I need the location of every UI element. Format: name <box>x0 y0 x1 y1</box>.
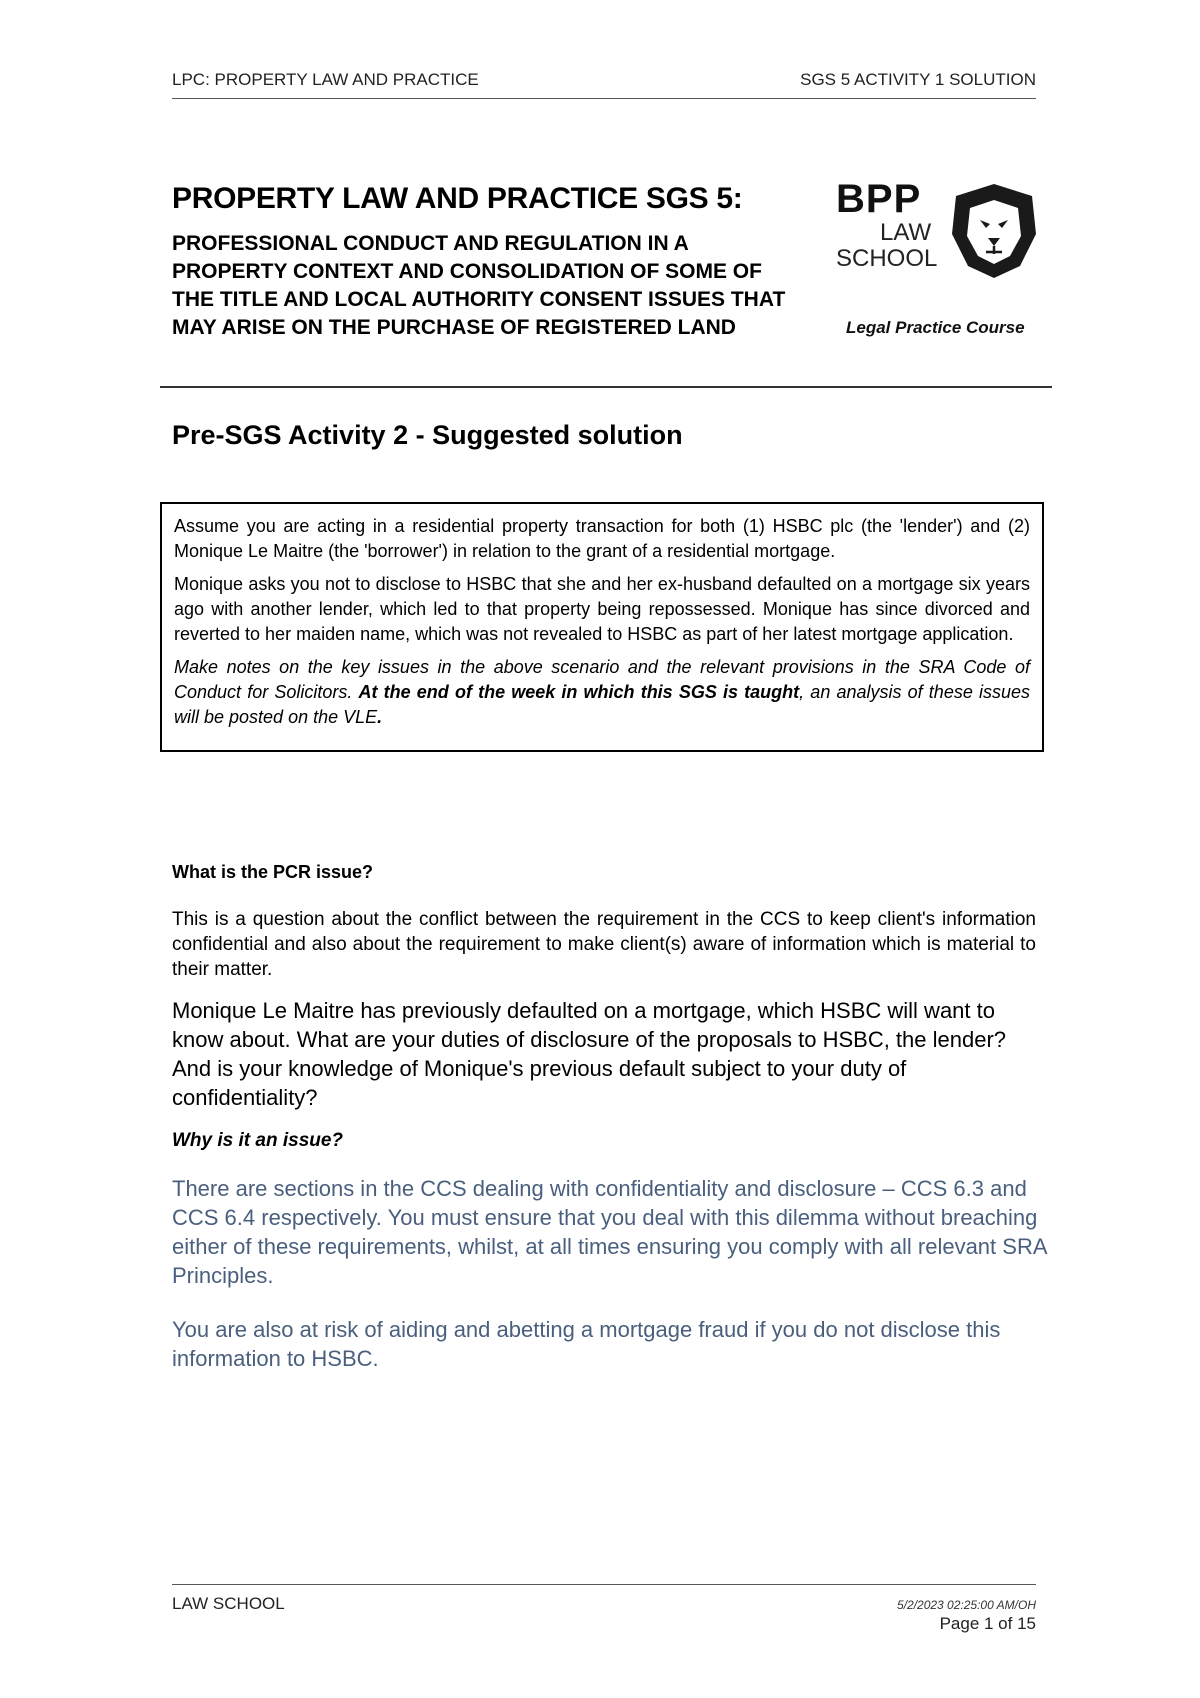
title-block <box>172 182 812 342</box>
footer-right <box>790 1598 1036 1634</box>
mortgage-fraud-paragraph: You are also at risk of aiding and abetting a mortgage fraud if you do not disclose this information to HSBC. <box>172 1317 1001 1371</box>
logo-school-text: SCHOOL <box>836 245 938 272</box>
solution-content <box>172 862 1047 1398</box>
logo-bpp-text: BPP <box>836 177 922 221</box>
footer-divider <box>172 1584 1036 1585</box>
header-course-title: LPC: PROPERTY LAW AND PRACTICE <box>172 70 479 89</box>
footer-label: LAW SCHOOL <box>172 1594 285 1613</box>
scenario-paragraph-2: Monique asks you not to disclose to HSBC that she and her ex-husband defaulted on a mortgage six years ago with another lender, which led to that property being repossessed. Monique has since divorced and reverted to her maiden name, which was not revealed to HSBC as part of her latest mortgage application. <box>174 574 1030 644</box>
why-issue-heading: Why is it an issue? <box>172 1130 344 1151</box>
scenario-instruction-stop: . <box>377 707 383 727</box>
scenario-paragraph-3 <box>174 655 1030 730</box>
subtitle: PROFESSIONAL CONDUCT AND REGULATION IN A PROPERTY CONTEXT AND CONSOLIDATION OF SOME OF THE TITLE AND LOCAL AUTHORITY CONSENT ISSUES THAT MAY ARISE ON THE PURCHASE OF REGISTERED LAND <box>172 232 786 339</box>
logo-law-text: LAW <box>880 219 932 246</box>
page-header <box>172 70 1036 99</box>
footer-date: 5/2/2023 02:25:00 AM/OH <box>897 1598 1036 1612</box>
disclosure-question-paragraph: Monique Le Maitre has previously defaulted on a mortgage, which HSBC will want to know about. What are your duties of disclosure of the proposals to HSBC, the lender? And is your knowledge of Monique's previous default subject to your duty of confidentiality? <box>172 998 1007 1110</box>
lion-head-icon <box>948 182 1040 280</box>
scenario-instruction-end: , an analysis of these issues will be posted on the VLE <box>174 682 1031 727</box>
scenario-instruction-bold: At the end of the week in which this SGS is taught <box>358 682 800 702</box>
scenario-box <box>160 502 1044 752</box>
scenario-instruction: Make notes on the key issues in the above scenario and the relevant provisions in the SRA Code of Conduct for Solicitors. <box>174 657 1030 702</box>
section-title: Pre-SGS Activity 2 - Suggested solution <box>172 420 683 450</box>
course-label: Legal Practice Course <box>846 318 1025 337</box>
pcr-issue-paragraph: This is a question about the conflict between the requirement in the CCS to keep client's information confidential and also about the requirement to make client(s) aware of information which is material to their matter. <box>172 909 1036 980</box>
header-activity-title: SGS 5 ACTIVITY 1 SOLUTION <box>800 70 1036 89</box>
scenario-paragraph-1: Assume you are acting in a residential property transaction for both (1) HSBC plc (the 'lender') and (2) Monique Le Maitre (the 'borrower') in relation to the grant of a residential mortgage. <box>174 516 1030 561</box>
page-number: Page 1 of 15 <box>939 1614 1036 1633</box>
main-title: PROPERTY LAW AND PRACTICE SGS 5: <box>172 182 743 215</box>
title-divider <box>160 386 1052 388</box>
ccs-sections-paragraph: There are sections in the CCS dealing with confidentiality and disclosure – CCS 6.3 and CCS 6.4 respectively. You must ensure that you deal with this dilemma without breaching either of these requirements, whilst, at all times ensuring you comply with all relevant SRA Principles. <box>172 1176 1047 1288</box>
pcr-issue-heading: What is the PCR issue? <box>172 862 374 882</box>
